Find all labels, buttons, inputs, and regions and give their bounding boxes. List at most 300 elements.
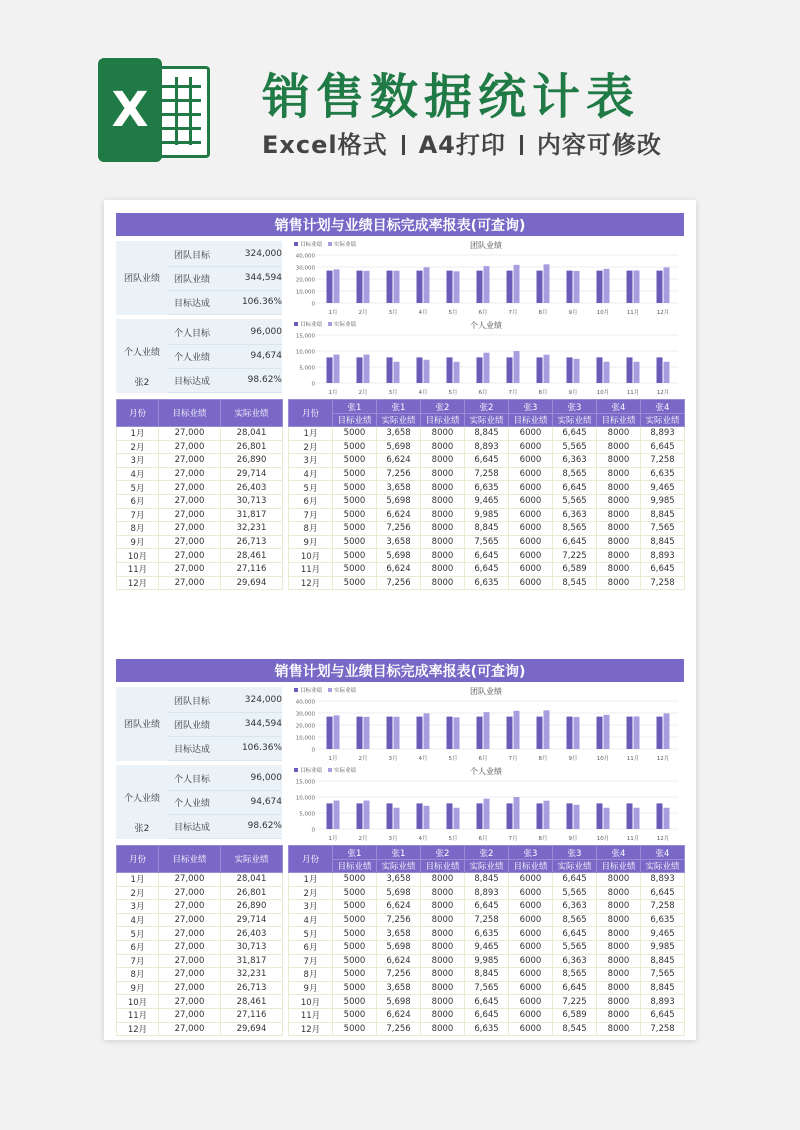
x-tick-label: 4月 <box>418 310 428 316</box>
table-row <box>117 454 283 468</box>
bar <box>574 359 580 383</box>
person-name-header: 张1 <box>333 846 377 860</box>
x-tick-label: 10月 <box>596 310 610 316</box>
sub-header: 实际业绩 <box>465 414 509 427</box>
table-cell: 10月 <box>117 549 159 563</box>
chart-title: 团队业绩 <box>470 241 502 250</box>
bar <box>574 805 580 829</box>
table-cell: 10月 <box>117 995 159 1009</box>
page-title: 销售数据统计表 <box>262 69 641 125</box>
legend-swatch <box>294 322 298 326</box>
person-kpi-panel <box>116 765 282 839</box>
table-cell: 8000 <box>597 954 641 968</box>
table-cell: 8000 <box>597 886 641 900</box>
table-cell: 3,658 <box>377 927 421 941</box>
table-cell: 9月 <box>117 535 159 549</box>
x-tick-label: 12月 <box>656 756 670 762</box>
person-kpi-label: 个人业绩 <box>123 794 160 804</box>
bar <box>327 271 333 303</box>
table-cell: 6000 <box>509 900 553 914</box>
table-cell: 6,645 <box>641 562 685 576</box>
table-cell: 5000 <box>333 873 377 887</box>
kpi-row <box>168 344 282 369</box>
x-tick-label: 5月 <box>448 390 458 396</box>
person-name-header: 张3 <box>553 400 597 414</box>
report-title: 销售计划与业绩目标完成率报表(可查询) <box>116 213 684 236</box>
y-tick-label: 40,000 <box>295 699 315 706</box>
table-cell: 6,624 <box>377 900 421 914</box>
kpi-row <box>168 266 282 291</box>
chart-title: 个人业绩 <box>470 321 502 330</box>
table-cell: 7,258 <box>641 454 685 468</box>
table-cell: 5000 <box>333 886 377 900</box>
bar <box>604 269 610 303</box>
table-row <box>289 913 685 927</box>
table-cell: 8,845 <box>465 873 509 887</box>
table-cell: 7,256 <box>377 467 421 481</box>
table-cell: 8000 <box>421 900 465 914</box>
table-cell: 26,890 <box>221 454 283 468</box>
column-header: 实际业绩 <box>221 846 283 873</box>
kpi-value: 324,000 <box>244 695 282 705</box>
table-cell: 7,256 <box>377 1022 421 1036</box>
table-cell: 9,985 <box>465 508 509 522</box>
x-tick-label: 9月 <box>568 756 578 762</box>
table-cell: 7,258 <box>465 467 509 481</box>
table-cell: 12月 <box>117 1022 159 1036</box>
table-cell: 5月 <box>289 481 333 495</box>
table-cell: 27,116 <box>221 1008 283 1022</box>
table-cell: 7,258 <box>641 576 685 590</box>
table-cell: 6,645 <box>641 886 685 900</box>
bar <box>447 357 453 383</box>
team-kpi-label: 团队业绩 <box>123 720 160 730</box>
table-cell: 26,801 <box>221 440 283 454</box>
table-cell: 8000 <box>597 535 641 549</box>
bar <box>477 271 483 303</box>
x-tick-label: 3月 <box>388 836 398 842</box>
table-cell: 6000 <box>509 927 553 941</box>
x-tick-label: 3月 <box>388 756 398 762</box>
table-cell: 27,000 <box>159 1008 221 1022</box>
table-cell: 3月 <box>117 900 159 914</box>
table-cell: 5000 <box>333 494 377 508</box>
table-cell: 1月 <box>117 873 159 887</box>
table-cell: 8000 <box>421 494 465 508</box>
table-cell: 7,256 <box>377 576 421 590</box>
bar <box>597 717 603 749</box>
table-cell: 30,713 <box>221 494 283 508</box>
x-tick-label: 4月 <box>418 390 428 396</box>
table-cell: 8000 <box>597 494 641 508</box>
chart-title: 个人业绩 <box>470 767 502 776</box>
logo-letter: X <box>98 58 162 162</box>
bar <box>514 711 520 749</box>
person-name-selector[interactable]: 张2 <box>134 824 150 834</box>
table-cell: 8000 <box>597 440 641 454</box>
table-cell: 5000 <box>333 508 377 522</box>
bar <box>387 357 393 383</box>
x-tick-label: 4月 <box>418 836 428 842</box>
table-cell: 6,645 <box>641 1008 685 1022</box>
team-kpi-panel <box>116 241 282 315</box>
bar <box>334 355 340 383</box>
chart-title: 团队业绩 <box>470 687 502 696</box>
table-cell: 8000 <box>597 927 641 941</box>
table-row <box>117 427 283 441</box>
bar <box>484 712 490 749</box>
kpi-key: 团队业绩 <box>174 720 211 731</box>
table-cell: 8000 <box>597 467 641 481</box>
y-tick-label: 10,000 <box>295 795 315 802</box>
column-header: 目标业绩 <box>159 400 221 427</box>
table-row <box>117 562 283 576</box>
legend-swatch <box>328 768 332 772</box>
table-cell: 8000 <box>421 927 465 941</box>
table-cell: 7月 <box>289 508 333 522</box>
table-cell: 9,985 <box>641 494 685 508</box>
table-cell: 8000 <box>421 467 465 481</box>
table-cell: 5000 <box>333 981 377 995</box>
table-cell: 3月 <box>289 454 333 468</box>
table-cell: 6000 <box>509 535 553 549</box>
table-cell: 8000 <box>421 981 465 995</box>
table-cell: 5000 <box>333 1022 377 1036</box>
kpi-key: 个人目标 <box>174 774 211 785</box>
table-row <box>289 927 685 941</box>
bar <box>454 271 460 303</box>
table-cell: 7,258 <box>641 1022 685 1036</box>
table-cell: 26,713 <box>221 981 283 995</box>
table-cell: 8000 <box>421 995 465 1009</box>
table-cell: 27,000 <box>159 913 221 927</box>
kpi-row <box>168 320 282 345</box>
table-cell: 27,000 <box>159 522 221 536</box>
kpi-key: 目标达成 <box>174 376 211 387</box>
table-cell: 27,000 <box>159 968 221 982</box>
table-cell: 10月 <box>289 549 333 563</box>
table-cell: 5000 <box>333 927 377 941</box>
bar <box>537 803 543 829</box>
bar <box>477 803 483 829</box>
table-cell: 12月 <box>289 576 333 590</box>
kpi-row <box>168 242 282 267</box>
x-tick-label: 8月 <box>538 310 548 316</box>
sub-header: 目标业绩 <box>509 414 553 427</box>
table-cell: 6000 <box>509 427 553 441</box>
table-cell: 8000 <box>421 873 465 887</box>
team-chart <box>288 685 684 763</box>
table-cell: 6000 <box>509 522 553 536</box>
y-tick-label: 15,000 <box>295 333 315 340</box>
bar <box>477 717 483 749</box>
y-tick-label: 30,000 <box>295 265 315 272</box>
bar <box>364 271 370 303</box>
x-tick-label: 3月 <box>388 310 398 316</box>
bar <box>507 357 513 383</box>
table-row <box>289 562 685 576</box>
person-table <box>288 399 685 590</box>
bar <box>454 808 460 829</box>
table-cell: 27,000 <box>159 900 221 914</box>
table-cell: 6,645 <box>465 995 509 1009</box>
table-cell: 8000 <box>421 549 465 563</box>
bar <box>364 355 370 383</box>
bar <box>544 355 550 383</box>
kpi-value: 106.36% <box>241 743 282 753</box>
table-cell: 5月 <box>289 927 333 941</box>
bar <box>327 717 333 749</box>
table-row <box>289 981 685 995</box>
person-name-selector[interactable]: 张2 <box>134 378 150 388</box>
bar <box>634 362 640 383</box>
kpi-value: 98.62% <box>247 821 282 831</box>
table-cell: 8000 <box>421 954 465 968</box>
table-cell: 5000 <box>333 522 377 536</box>
table-row <box>117 981 283 995</box>
person-chart <box>288 319 684 397</box>
kpi-key: 个人目标 <box>174 328 211 339</box>
subtitle-format: Excel格式 <box>262 131 388 159</box>
table-cell: 6000 <box>509 454 553 468</box>
table-cell: 8000 <box>597 454 641 468</box>
bar <box>597 271 603 303</box>
bar <box>394 808 400 829</box>
table-cell: 8000 <box>597 995 641 1009</box>
x-tick-label: 12月 <box>656 390 670 396</box>
table-row <box>117 494 283 508</box>
table-row <box>117 954 283 968</box>
bar <box>634 808 640 829</box>
table-row <box>289 1008 685 1022</box>
x-tick-label: 2月 <box>358 836 368 842</box>
table-cell: 6,645 <box>465 900 509 914</box>
table-cell: 8000 <box>597 873 641 887</box>
table-cell: 6月 <box>117 940 159 954</box>
table-cell: 3月 <box>289 900 333 914</box>
bar <box>454 362 460 383</box>
table-cell: 8,565 <box>553 522 597 536</box>
kpi-key: 团队业绩 <box>174 274 211 285</box>
x-tick-label: 7月 <box>508 756 518 762</box>
sub-header: 实际业绩 <box>377 414 421 427</box>
bar <box>514 797 520 829</box>
y-tick-label: 20,000 <box>295 723 315 730</box>
legend-entry: 目标业绩 <box>300 242 323 248</box>
table-cell: 5000 <box>333 454 377 468</box>
table-cell: 5000 <box>333 576 377 590</box>
table-cell: 8,565 <box>553 913 597 927</box>
table-cell: 6,363 <box>553 454 597 468</box>
x-tick-label: 11月 <box>626 310 640 316</box>
x-tick-label: 2月 <box>358 390 368 396</box>
table-cell: 5,565 <box>553 940 597 954</box>
table-row <box>289 886 685 900</box>
table-cell: 4月 <box>289 467 333 481</box>
table-cell: 6,645 <box>553 427 597 441</box>
person-name-header: 张4 <box>641 400 685 414</box>
bar <box>454 717 460 749</box>
team-chart <box>288 239 684 317</box>
table-cell: 8000 <box>597 940 641 954</box>
table-cell: 10月 <box>289 995 333 1009</box>
x-tick-label: 7月 <box>508 390 518 396</box>
kpi-key: 目标达成 <box>174 744 211 755</box>
table-row <box>117 535 283 549</box>
table-cell: 5000 <box>333 968 377 982</box>
x-tick-label: 6月 <box>478 756 488 762</box>
bar <box>334 715 340 749</box>
table-row <box>117 913 283 927</box>
kpi-value: 98.62% <box>247 375 282 385</box>
table-cell: 8000 <box>421 913 465 927</box>
bar <box>387 803 393 829</box>
table-cell: 9月 <box>289 981 333 995</box>
table-cell: 6000 <box>509 1008 553 1022</box>
table-cell: 8000 <box>597 1022 641 1036</box>
table-cell: 6,363 <box>553 900 597 914</box>
bar <box>327 357 333 383</box>
legend-swatch <box>328 242 332 246</box>
bar <box>357 803 363 829</box>
table-row <box>289 873 685 887</box>
table-cell: 6,645 <box>553 927 597 941</box>
table-cell: 3,658 <box>377 481 421 495</box>
bar <box>627 271 633 303</box>
x-tick-label: 1月 <box>328 310 338 316</box>
x-tick-label: 3月 <box>388 390 398 396</box>
legend-entry: 实际业绩 <box>334 242 357 248</box>
table-cell: 8,893 <box>641 995 685 1009</box>
table-cell: 8000 <box>597 1008 641 1022</box>
person-bar-chart <box>288 319 684 397</box>
table-cell: 6,624 <box>377 508 421 522</box>
table-cell: 6000 <box>509 508 553 522</box>
x-tick-label: 6月 <box>478 390 488 396</box>
bar <box>567 357 573 383</box>
table-cell: 8000 <box>421 1008 465 1022</box>
team-bar-chart <box>288 685 684 763</box>
person-name-header: 张3 <box>509 846 553 860</box>
bar <box>514 265 520 303</box>
sub-header: 实际业绩 <box>553 860 597 873</box>
x-tick-label: 6月 <box>478 310 488 316</box>
bar <box>394 271 400 303</box>
table-cell: 32,231 <box>221 522 283 536</box>
table-cell: 6000 <box>509 873 553 887</box>
x-tick-label: 7月 <box>508 310 518 316</box>
y-tick-label: 0 <box>311 301 315 308</box>
kpi-value: 94,674 <box>250 351 282 361</box>
person-name-header: 张4 <box>597 400 641 414</box>
bar <box>544 710 550 749</box>
table-cell: 26,403 <box>221 481 283 495</box>
table-cell: 3,658 <box>377 535 421 549</box>
x-tick-label: 8月 <box>538 390 548 396</box>
person-chart <box>288 765 684 843</box>
x-tick-label: 1月 <box>328 756 338 762</box>
table-row <box>289 535 685 549</box>
x-tick-label: 10月 <box>596 756 610 762</box>
table-cell: 12月 <box>289 1022 333 1036</box>
table-cell: 8,845 <box>465 427 509 441</box>
table-cell: 8000 <box>421 535 465 549</box>
table-cell: 7,565 <box>641 968 685 982</box>
table-cell: 6000 <box>509 481 553 495</box>
table-cell: 8,545 <box>553 576 597 590</box>
table-cell: 27,000 <box>159 467 221 481</box>
table-row <box>117 481 283 495</box>
table-cell: 31,817 <box>221 954 283 968</box>
sub-header: 目标业绩 <box>333 414 377 427</box>
excel-logo-icon <box>98 58 210 162</box>
table-row <box>289 954 685 968</box>
header <box>0 0 800 190</box>
table-row <box>117 886 283 900</box>
bar <box>574 717 580 749</box>
table-cell: 9,985 <box>465 954 509 968</box>
kpi-row <box>168 766 282 791</box>
legend-swatch <box>294 242 298 246</box>
table-cell: 8,565 <box>553 968 597 982</box>
table-cell: 7,565 <box>641 522 685 536</box>
table-cell: 31,817 <box>221 508 283 522</box>
report-title: 销售计划与业绩目标完成率报表(可查询) <box>116 659 684 682</box>
bar <box>334 269 340 303</box>
table-cell: 6000 <box>509 954 553 968</box>
subtitle-edit: 内容可修改 <box>536 131 662 159</box>
table-row <box>289 440 685 454</box>
table-cell: 5000 <box>333 549 377 563</box>
table-row <box>117 576 283 590</box>
bar <box>424 806 430 829</box>
bar <box>417 803 423 829</box>
table-row <box>117 900 283 914</box>
y-tick-label: 5,000 <box>299 365 315 372</box>
kpi-value: 96,000 <box>250 327 282 337</box>
sub-header: 实际业绩 <box>641 860 685 873</box>
person-table <box>288 845 685 1036</box>
table-cell: 8月 <box>289 968 333 982</box>
table-cell: 8,845 <box>465 968 509 982</box>
table-cell: 9,985 <box>641 940 685 954</box>
table-cell: 27,000 <box>159 995 221 1009</box>
table-row <box>289 1022 685 1036</box>
kpi-key: 目标达成 <box>174 822 211 833</box>
table-cell: 6月 <box>289 940 333 954</box>
table-row <box>289 481 685 495</box>
table-cell: 8000 <box>597 522 641 536</box>
table-cell: 5000 <box>333 481 377 495</box>
table-cell: 6,645 <box>465 549 509 563</box>
table-cell: 5000 <box>333 995 377 1009</box>
x-tick-label: 8月 <box>538 756 548 762</box>
x-tick-label: 6月 <box>478 836 488 842</box>
table-cell: 6,589 <box>553 562 597 576</box>
bar <box>567 271 573 303</box>
table-cell: 6,645 <box>553 981 597 995</box>
table-cell: 8000 <box>597 508 641 522</box>
table-cell: 6,635 <box>465 481 509 495</box>
bar <box>424 267 430 303</box>
legend-entry: 实际业绩 <box>334 322 357 328</box>
table-row <box>289 454 685 468</box>
table-cell: 1月 <box>117 427 159 441</box>
table-cell: 5,698 <box>377 886 421 900</box>
team-bar-chart <box>288 239 684 317</box>
bar <box>544 264 550 303</box>
legend-entry: 实际业绩 <box>334 688 357 694</box>
